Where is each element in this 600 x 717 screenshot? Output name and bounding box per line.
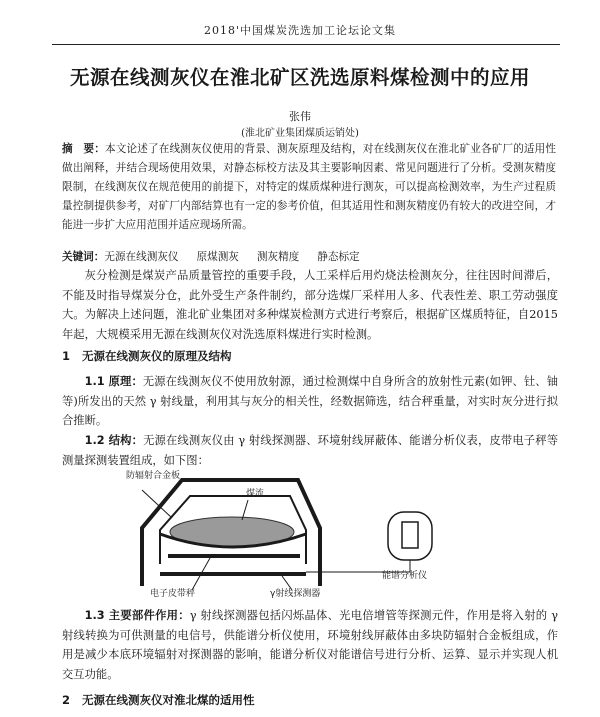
paragraph-1-3 xyxy=(62,606,558,684)
keyword: 静态标定 xyxy=(317,251,360,263)
label-coal-flow: 煤流 xyxy=(246,489,265,499)
section-title: 无源在线测灰仪的原理及结构 xyxy=(82,349,232,363)
paragraph-label: 1.2 结构： xyxy=(84,434,144,447)
section-number: 2 xyxy=(62,693,71,707)
paragraph-label: 1.3 主要部件作用： xyxy=(84,609,190,622)
author-affiliation: (淮北矿业集团煤质运销处) xyxy=(241,128,359,139)
paragraph-1-1 xyxy=(62,372,558,431)
keyword: 测灰精度 xyxy=(256,251,300,263)
keyword: 无源在线测灰仪 xyxy=(104,251,179,263)
section-1-heading xyxy=(62,348,232,364)
paragraph-label: 1.1 原理： xyxy=(84,375,143,388)
belt-scale-bar xyxy=(168,554,300,558)
keywords-label: 关键词： xyxy=(62,251,105,263)
abstract-label: 摘 要： xyxy=(62,143,105,155)
label-shield: 防辐射合金板 xyxy=(126,471,181,481)
paragraph-text: γ 射线探测器包括闪烁晶体、光电倍增管等探测元件，作用是将入射的 γ 射线转换为可供测量的电信号，供能谱分析仪使用，环境射线屏蔽体由多块防辐射合金板组成，作用是减少本底环境辐射对探测器的影响，能谱分析仪对能谱信号进行分析、运算、显示并实现人机交互功能。 xyxy=(62,609,558,681)
analyzer-screen xyxy=(402,522,418,548)
detector-bar xyxy=(160,572,306,576)
section-title: 无源在线测灰仪对淮北煤的适用性 xyxy=(82,693,255,707)
article-title: 无源在线测灰仪在淮北矿区洗选原料煤检测中的应用 xyxy=(69,66,530,89)
intro-paragraph: 灰分检测是煤炭产品质量管控的重要手段，人工采样后用灼烧法检测灰分，往往因时间滞后，不能及时指导煤炭分仓，此外受生产条件制约，部分选煤厂采样用人多、代表性差、职工劳动强度大。为解决上述问题，淮北矿业集团对多种煤炭检测方式进行考察后，根据矿区煤质特征，自2015年起，大规模采用无源在线测灰仪对洗选原料煤进行实时检测。 xyxy=(62,269,558,341)
section-2-heading xyxy=(62,692,255,708)
label-analyzer: 能谱分析仪 xyxy=(382,571,428,581)
abstract xyxy=(62,140,556,235)
paragraph-text: 无源在线测灰仪由 γ 射线探测器、环境射线屏蔽体、能谱分析仪表，皮带电子秤等测量探测装置组成，如下图： xyxy=(62,434,559,467)
paragraph-1-2 xyxy=(62,431,558,470)
paragraph-text: 无源在线测灰仪不使用放射源，通过检测煤中自身所含的放射性元素(如钾、钍、铀等)所发出的天然 γ 射线量，利用其与灰分的相关性，经数据筛选，结合秤重量，对实时灰分进行拟合推断。 xyxy=(62,375,558,427)
leader-line xyxy=(282,576,292,590)
header-rule xyxy=(52,44,560,45)
leader-line xyxy=(142,490,172,518)
label-belt-scale: 电子皮带秤 xyxy=(150,589,196,598)
section-number: 1 xyxy=(62,349,71,363)
keywords xyxy=(62,249,562,264)
label-detector: γ射线探测器 xyxy=(270,589,321,598)
keyword: 原煤测灰 xyxy=(196,251,239,263)
structure-diagram xyxy=(120,468,480,598)
author-name: 张伟 xyxy=(289,110,311,123)
abstract-text: 本文论述了在线测灰仪使用的背景、测灰原理及结构，对在线测灰仪在淮北矿业各矿厂的适用性做出阐释，并结合现场使用效果，对静态标校方法及其主要影响因素、常见问题进行了分析。受测灰精度限制，在线测灰仪在规范使用的前提下，对特定的煤质煤种进行测灰，可以提高检测效率，为生产过程质量控制提供参考，对矿厂内部结算也有一定的参考价值，但其适用性和测灰精度仍有较大的改进空间，才能进一步扩大应用范围并适应现场所需。 xyxy=(62,143,557,231)
running-header: 2018'中国煤炭洗选加工论坛论文集 xyxy=(203,24,397,37)
